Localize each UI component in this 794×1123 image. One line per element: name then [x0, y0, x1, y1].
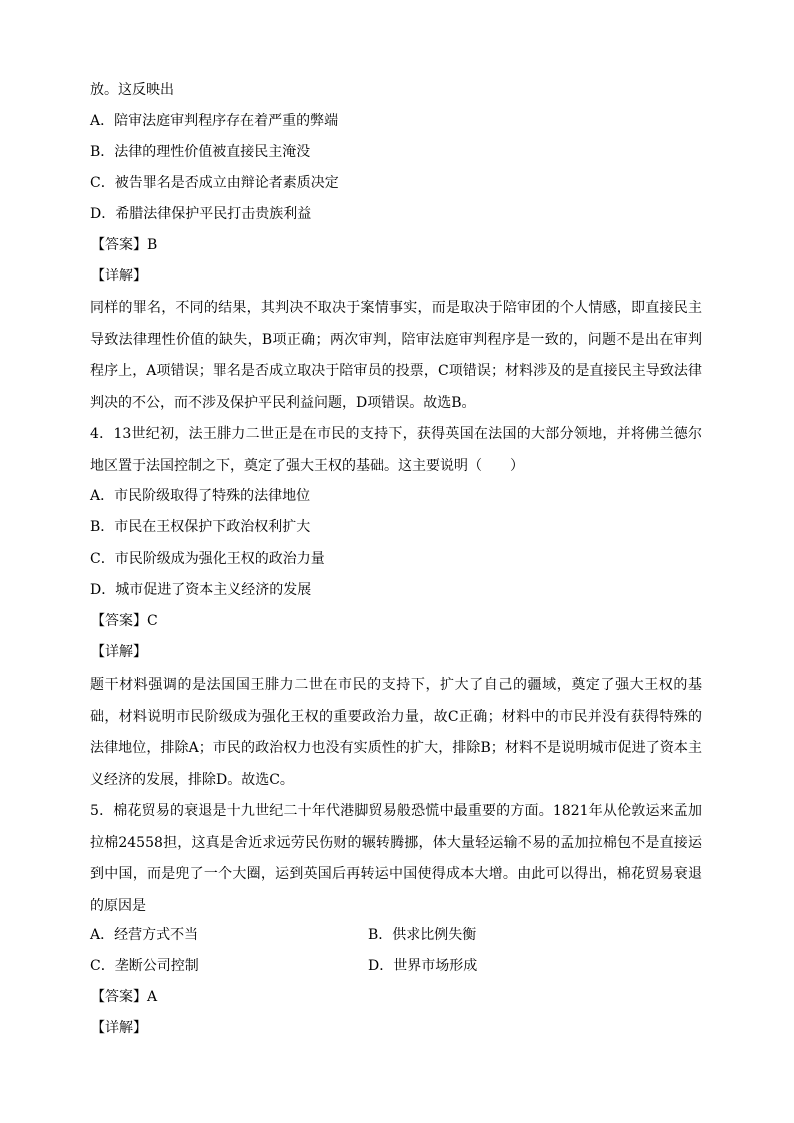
q3-detail-label: 【详解】: [91, 268, 147, 284]
q3-stem-tail: 放。这反映出: [90, 82, 174, 98]
q3-option-c: C．被告罪名是否成立由辩论者素质决定: [90, 175, 339, 191]
q4-option-b: B．市民在王权保护下政治权利扩大: [90, 519, 311, 535]
q5-stem: 5．棉花贸易的衰退是十九世纪二十年代港脚贸易般恐慌中最重要的方面。1821年从伦敦运来孟加拉棉24558担，这真是舍近求远劳民伤财的辗转腾挪，体大量轻运输不易的孟加拉棉包不是直接运到中国，而是兜了一个大圈，运到英国后再转运中国使得成本大增。由此可以得出，棉花贸易衰退的原因是: [90, 803, 702, 914]
q5-option-c: C．垄断公司控制: [90, 958, 199, 974]
q4-detail-label: 【详解】: [91, 644, 147, 660]
q5-answer: 【答案】A: [91, 989, 158, 1005]
q4-option-d: D．城市促进了资本主义经济的发展: [90, 582, 312, 598]
q5-option-a: A．经营方式不当: [90, 927, 199, 943]
q4-option-a: A．市民阶级取得了特殊的法律地位: [90, 488, 311, 504]
q4-answer: 【答案】C: [91, 613, 158, 629]
q3-option-a: A．陪审法庭审判程序存在着严重的弊端: [90, 113, 339, 129]
q3-option-b: B．法律的理性价值被直接民主淹没: [90, 144, 311, 160]
q5-option-b: B．供求比例失衡: [368, 927, 477, 943]
q4-detail-text: 题干材料强调的是法国国王腓力二世在市民的支持下，扩大了自己的疆域，奠定了强大王权的基础，材料说明市民阶级成为强化王权的重要政治力量，故C正确；材料中的市民并没有获得特殊的法律地位，排除A；市民的政治权力也没有实质性的扩大，排除B；材料不是说明城市促进了资本主义经济的发展，排除D。故选C。: [90, 677, 702, 788]
q4-stem: 4．13世纪初，法王腓力二世正是在市民的支持下，获得英国在法国的大部分领地，并将佛兰德尔地区置于法国控制之下，奠定了强大王权的基础。这主要说明（ ）: [90, 426, 702, 474]
q5-option-d: D．世界市场形成: [368, 958, 478, 974]
q3-detail-text: 同样的罪名，不同的结果，其判决不取决于案情事实，而是取决于陪审团的个人情感，即直接民主导致法律理性价值的缺失，B项正确；两次审判，陪审法庭审判程序是一致的，问题不是出在审判程序上，A项错误；罪名是否成立取决于陪审员的投票，C项错误；材料涉及的是直接民主导致法律判决的不公，而不涉及保护平民利益问题，D项错误。故选B。: [90, 300, 702, 411]
q3-option-d: D．希腊法律保护平民打击贵族利益: [90, 206, 312, 222]
q3-answer: 【答案】B: [91, 237, 158, 253]
q5-detail-label: 【详解】: [91, 1020, 147, 1036]
q4-option-c: C．市民阶级成为强化王权的政治力量: [90, 551, 325, 567]
